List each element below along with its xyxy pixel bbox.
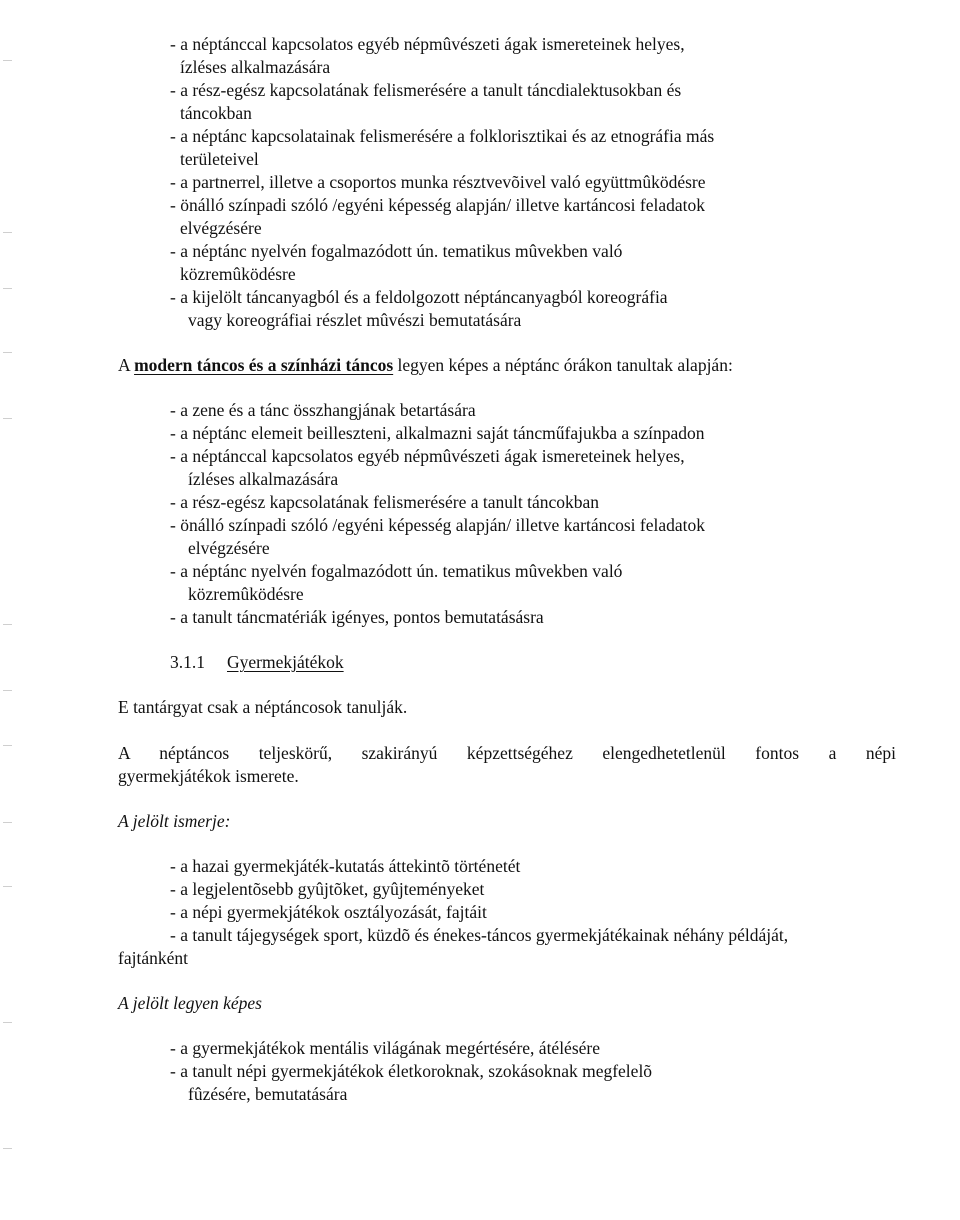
list-item: - a gyermekjátékok mentális világának megértésére, átélésére [170,1038,600,1058]
list-item: - a rész-egész kapcsolatának felismerésére a tanult táncokban [170,492,600,512]
list-item: - a néptánc nyelvén fogalmazódott ún. tematikus mûvekben való [170,561,623,581]
list-item-continuation: ízléses alkalmazására [180,57,331,77]
intro-paragraph: E tantárgyat csak a néptáncosok tanulják. [118,697,408,717]
list-item: - a néptánc nyelvén fogalmazódott ún. tematikus mûvekben való [170,241,623,261]
list-item-continuation: vagy koreográfiai részlet mûvészi bemutatására [188,310,522,330]
list-item: - a néptánccal kapcsolatos egyéb népmûvészeti ágak ismereteinek helyes, [170,446,685,466]
list-item: - a néptánc elemeit beilleszteni, alkalmazni saját táncműfajukba a színpadon [170,423,705,443]
list-item-continuation: fajtánként [118,948,188,968]
heading-subject: modern táncos és a színházi táncos [134,355,394,375]
scan-speck [3,624,12,625]
know-heading: A jelölt ismerje: [118,811,231,831]
scan-speck [3,1022,12,1023]
list-item: - a néptánc kapcsolatainak felismerésére a folklorisztikai és az etnográfia más [170,126,715,146]
scan-speck [3,288,12,289]
heading-prefix: A [118,355,135,375]
list-item: - a partnerrel, illetve a csoportos munka résztvevõivel való együttmûködésre [170,172,706,192]
list-item-continuation: területeivel [180,149,259,169]
scan-speck [3,232,12,233]
list-item: - a hazai gyermekjáték-kutatás áttekintõ történetét [170,856,521,876]
list-item-continuation: fûzésére, bemutatására [188,1084,348,1104]
section-number: 3.1.1 [170,652,205,672]
section-title: Gyermekjátékok [227,652,344,672]
scan-speck [3,690,12,691]
list-item: - a legjelentõsebb gyûjtõket, gyûjteményeket [170,879,485,899]
intro-paragraph-line: A néptáncos teljeskörű, szakirányú képzettségéhez elengedhetetlenül fontos a népi [118,743,896,763]
scan-speck [3,822,12,823]
list-item: - önálló színpadi szóló /egyéni képesség alapján/ illetve kartáncosi feladatok [170,515,706,535]
list-item: - a kijelölt táncanyagból és a feldolgozott néptáncanyagból koreográfia [170,287,668,307]
list-item-continuation: közremûködésre [188,584,304,604]
list-item: - a népi gyermekjátékok osztályozását, fajtáit [170,902,487,922]
intro-paragraph-line: gyermekjátékok ismerete. [118,766,299,786]
list-item-continuation: táncokban [180,103,252,123]
list-item-continuation: elvégzésére [180,218,262,238]
able-heading: A jelölt legyen képes [118,993,262,1013]
modern-dancer-heading [118,354,733,376]
list-item: - a néptánccal kapcsolatos egyéb népmûvészeti ágak ismereteinek helyes, [170,34,685,54]
list-item: - a tanult népi gyermekjátékok életkoroknak, szokásoknak megfelelõ [170,1061,653,1081]
list-item-continuation: közremûködésre [180,264,296,284]
list-item: - a zene és a tánc összhangjának betartására [170,400,476,420]
list-item: - a tanult tájegységek sport, küzdõ és énekes-táncos gyermekjátékainak néhány példáját, [170,925,789,945]
scan-speck [3,418,12,419]
heading-suffix: legyen képes a néptánc órákon tanultak alapján: [393,355,733,375]
list-item: - önálló színpadi szóló /egyéni képesség alapján/ illetve kartáncosi feladatok [170,195,706,215]
list-item-continuation: ízléses alkalmazására [188,469,339,489]
list-item-continuation: elvégzésére [188,538,270,558]
list-item: - a rész-egész kapcsolatának felismerésére a tanult táncdialektusokban és [170,80,682,100]
section-heading [170,651,344,673]
scan-speck [3,60,12,61]
scan-speck [3,1148,12,1149]
scan-speck [3,886,12,887]
list-item: - a tanult táncmatériák igényes, pontos bemutatásásra [170,607,544,627]
scan-speck [3,745,12,746]
scan-speck [3,352,12,353]
